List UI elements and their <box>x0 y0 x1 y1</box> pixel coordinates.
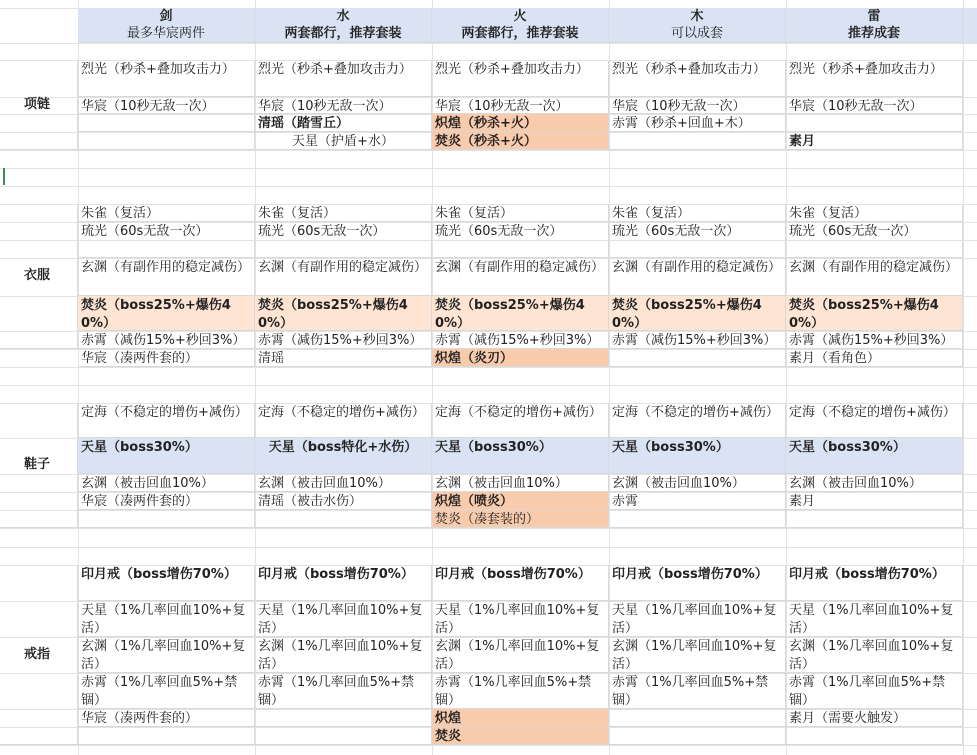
column-name: 火 <box>513 9 527 24</box>
item-cell[interactable]: 定海（不稳定的增伤+减伤） <box>609 403 786 438</box>
item-cell[interactable]: 玄渊（1%几率回血10%+复活） <box>786 637 963 673</box>
item-cell[interactable]: 印月戒（boss增伤70%） <box>786 565 963 601</box>
item-cell[interactable]: 炽煌 <box>432 709 609 727</box>
column-note: 两套都行，推荐套装 <box>284 26 402 41</box>
item-cell[interactable]: 天星（boss30%） <box>786 438 963 474</box>
row-label: 衣服 <box>0 204 78 349</box>
item-cell[interactable]: 天星（1%几率回血10%+复活） <box>78 601 255 637</box>
item-cell[interactable] <box>786 510 963 528</box>
item-cell[interactable]: 炽煌（炎刃） <box>432 349 609 367</box>
item-cell[interactable]: 赤霄（1%几率回血5%+禁锢） <box>432 673 609 709</box>
item-cell[interactable]: 朱雀（复活） <box>609 204 786 222</box>
item-cell[interactable]: 玄渊（被击回血10%） <box>609 474 786 492</box>
item-cell[interactable]: 焚炎（秒杀+火） <box>432 132 609 150</box>
item-cell[interactable]: 华宸（10秒无敌一次） <box>78 97 255 114</box>
item-cell[interactable] <box>255 709 432 727</box>
row-label: 项链 <box>0 60 78 150</box>
item-cell[interactable]: 玄渊（被击回血10%） <box>786 474 963 492</box>
item-cell[interactable]: 朱雀（复活） <box>78 204 255 222</box>
item-cell[interactable]: 素月（需要火触发） <box>786 709 963 727</box>
column-note: 最多华宸两件 <box>126 26 205 41</box>
item-cell[interactable]: 华宸（10秒无敌一次） <box>432 97 609 114</box>
item-cell[interactable]: 清瑶 <box>255 349 432 367</box>
item-cell[interactable]: 玄渊（被击回血10%） <box>255 474 432 492</box>
item-cell[interactable]: 焚炎（boss25%+爆伤40%） <box>255 296 432 331</box>
item-cell[interactable] <box>786 727 963 745</box>
item-cell[interactable]: 定海（不稳定的增伤+减伤） <box>786 403 963 438</box>
item-cell[interactable] <box>78 114 255 132</box>
item-cell[interactable]: 烈光（秒杀+叠加攻击力） <box>786 60 963 97</box>
item-cell[interactable]: 素月 <box>786 492 963 510</box>
item-cell[interactable] <box>78 727 255 745</box>
item-cell[interactable]: 琉光（60s无敌一次） <box>255 222 432 258</box>
item-cell[interactable]: 清瑶（踏雪丘） <box>255 114 432 132</box>
selection-marker <box>3 168 5 185</box>
column-note: 推荐成套 <box>847 26 900 41</box>
item-cell[interactable]: 赤霄（减伤15%+秒回3%） <box>255 331 432 349</box>
column-header[interactable] <box>255 8 432 43</box>
item-cell[interactable]: 赤霄（秒杀+回血+木） <box>609 114 786 132</box>
item-cell[interactable]: 朱雀（复活） <box>432 204 609 222</box>
item-cell[interactable]: 天星（1%几率回血10%+复活） <box>609 601 786 637</box>
item-cell[interactable]: 焚炎（boss25%+爆伤40%） <box>609 296 786 331</box>
column-header[interactable] <box>786 8 963 43</box>
item-cell[interactable]: 印月戒（boss增伤70%） <box>255 565 432 601</box>
item-cell[interactable]: 华宸（10秒无敌一次） <box>786 97 963 114</box>
item-cell[interactable] <box>255 510 432 528</box>
item-cell[interactable]: 赤霄（1%几率回血5%+禁锢） <box>78 673 255 709</box>
item-cell[interactable] <box>609 132 786 150</box>
item-cell[interactable]: 玄渊（有副作用的稳定减伤） <box>255 258 432 296</box>
item-cell[interactable]: 玄渊（1%几率回血10%+复活） <box>432 637 609 673</box>
item-cell[interactable]: 玄渊（有副作用的稳定减伤） <box>78 258 255 296</box>
item-cell[interactable]: 素月 <box>786 132 963 150</box>
item-cell[interactable]: 焚炎（凑套装的） <box>432 510 609 528</box>
item-cell[interactable]: 玄渊（有副作用的稳定减伤） <box>609 258 786 296</box>
item-cell[interactable]: 琉光（60s无敌一次） <box>78 222 255 258</box>
item-cell[interactable]: 天星（1%几率回血10%+复活） <box>786 601 963 637</box>
item-cell[interactable]: 印月戒（boss增伤70%） <box>609 565 786 601</box>
item-cell[interactable] <box>609 727 786 745</box>
item-cell[interactable]: 天星（boss30%） <box>432 438 609 474</box>
item-cell[interactable]: 天星（1%几率回血10%+复活） <box>432 601 609 637</box>
item-cell[interactable]: 华宸（凑两件套的） <box>78 492 255 510</box>
item-cell[interactable]: 定海（不稳定的增伤+减伤） <box>78 403 255 438</box>
item-cell[interactable]: 赤霄（减伤15%+秒回3%） <box>609 331 786 349</box>
column-header[interactable] <box>609 8 786 43</box>
item-cell[interactable]: 印月戒（boss增伤70%） <box>78 565 255 601</box>
item-cell[interactable]: 华宸（10秒无敌一次） <box>255 97 432 114</box>
column-header[interactable] <box>78 8 255 43</box>
item-cell[interactable]: 天星（1%几率回血10%+复活） <box>255 601 432 637</box>
item-cell[interactable] <box>786 114 963 132</box>
item-cell[interactable]: 赤霄（减伤15%+秒回3%） <box>786 331 963 349</box>
item-cell[interactable]: 天星（boss30%） <box>78 438 255 474</box>
item-cell[interactable]: 赤霄 <box>609 492 786 510</box>
item-cell[interactable]: 琉光（60s无敌一次） <box>786 222 963 258</box>
item-cell[interactable]: 印月戒（boss增伤70%） <box>432 565 609 601</box>
item-cell[interactable]: 朱雀（复活） <box>786 204 963 222</box>
item-cell[interactable]: 天星（boss特化+水伤） <box>255 438 432 474</box>
item-cell[interactable]: 华宸（凑两件套的） <box>78 349 255 367</box>
header-band <box>963 8 977 43</box>
item-cell[interactable]: 焚炎（boss25%+爆伤40%） <box>432 296 609 331</box>
column-note: 可以成套 <box>670 26 723 41</box>
item-cell[interactable]: 烈光（秒杀+叠加攻击力） <box>609 60 786 97</box>
item-cell[interactable] <box>609 349 786 367</box>
item-cell[interactable]: 琉光（60s无敌一次） <box>432 222 609 258</box>
item-cell[interactable]: 玄渊（有副作用的稳定减伤） <box>432 258 609 296</box>
item-cell[interactable] <box>609 510 786 528</box>
item-cell[interactable]: 玄渊（1%几率回血10%+复活） <box>78 637 255 673</box>
item-cell[interactable]: 焚炎（boss25%+爆伤40%） <box>78 296 255 331</box>
item-cell[interactable] <box>255 727 432 745</box>
item-cell[interactable]: 天星（boss30%） <box>609 438 786 474</box>
item-cell[interactable]: 炽煌（喷炎） <box>432 492 609 510</box>
item-cell[interactable]: 清瑶（被击水伤） <box>255 492 432 510</box>
item-cell[interactable]: 华宸（10秒无敌一次） <box>609 97 786 114</box>
column-name: 剑 <box>159 9 173 24</box>
row-label: 鞋子 <box>0 403 78 528</box>
item-cell[interactable]: 玄渊（有副作用的稳定减伤） <box>786 258 963 296</box>
column-name: 雷 <box>867 9 881 24</box>
column-note: 两套都行，推荐套装 <box>461 26 579 41</box>
item-cell[interactable]: 烈光（秒杀+叠加攻击力） <box>255 60 432 97</box>
item-cell[interactable]: 赤霄（1%几率回血5%+禁锢） <box>609 673 786 709</box>
item-cell[interactable] <box>609 709 786 727</box>
item-cell[interactable]: 玄渊（1%几率回血10%+复活） <box>255 637 432 673</box>
item-cell[interactable]: 赤霄（1%几率回血5%+禁锢） <box>255 673 432 709</box>
item-cell[interactable]: 玄渊（1%几率回血10%+复活） <box>609 637 786 673</box>
item-cell[interactable]: 素月（看角色） <box>786 349 963 367</box>
item-cell[interactable]: 玄渊（被击回血10%） <box>78 474 255 492</box>
item-cell[interactable]: 定海（不稳定的增伤+减伤） <box>255 403 432 438</box>
item-cell[interactable]: 赤霄（减伤15%+秒回3%） <box>432 331 609 349</box>
column-name: 木 <box>690 9 704 24</box>
item-cell[interactable]: 烈光（秒杀+叠加攻击力） <box>432 60 609 97</box>
item-cell[interactable]: 朱雀（复活） <box>255 204 432 222</box>
item-cell[interactable]: 赤霄（1%几率回血5%+禁锢） <box>786 673 963 709</box>
column-header[interactable] <box>432 8 609 43</box>
item-cell[interactable]: 玄渊（被击回血10%） <box>432 474 609 492</box>
item-cell[interactable]: 焚炎（boss25%+爆伤40%） <box>786 296 963 331</box>
item-cell[interactable] <box>78 132 255 150</box>
item-cell[interactable]: 天星（护盾+水） <box>255 132 432 150</box>
item-cell[interactable]: 定海（不稳定的增伤+减伤） <box>432 403 609 438</box>
item-cell[interactable]: 炽煌（秒杀+火） <box>432 114 609 132</box>
row-label: 戒指 <box>0 565 78 745</box>
item-cell[interactable]: 焚炎 <box>432 727 609 745</box>
item-cell[interactable] <box>78 510 255 528</box>
item-cell[interactable]: 赤霄（减伤15%+秒回3%） <box>78 331 255 349</box>
item-cell[interactable]: 烈光（秒杀+叠加攻击力） <box>78 60 255 97</box>
column-name: 水 <box>336 9 350 24</box>
item-cell[interactable]: 琉光（60s无敌一次） <box>609 222 786 258</box>
item-cell[interactable]: 华宸（凑两件套的） <box>78 709 255 727</box>
